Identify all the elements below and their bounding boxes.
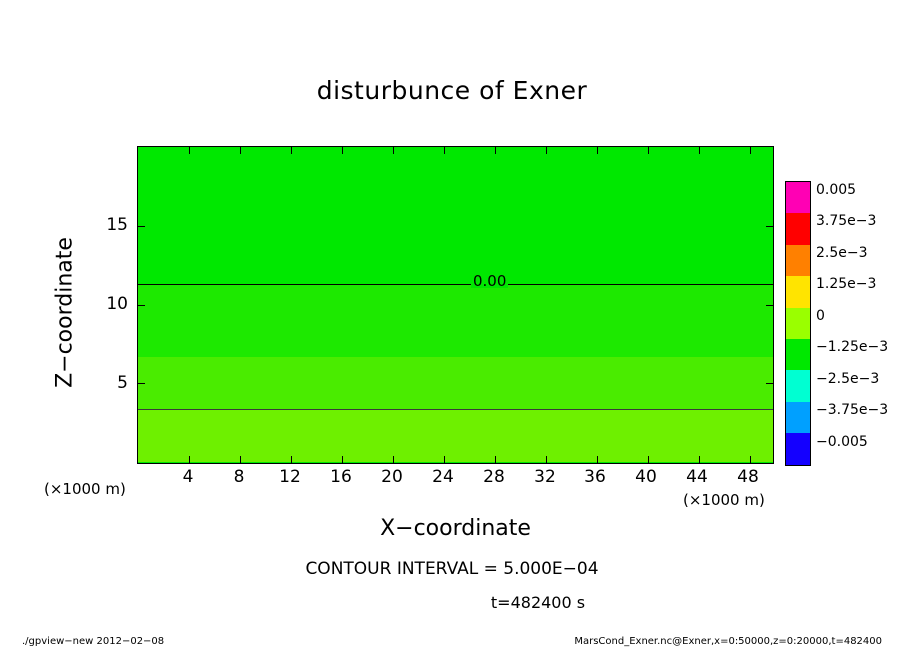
x-tick-top xyxy=(546,147,547,154)
x-tick-label: 48 xyxy=(737,467,759,487)
colorbar-tick-label: 2.5e−3 xyxy=(816,245,868,261)
x-tick-top xyxy=(648,147,649,154)
x-tick-top xyxy=(750,147,751,154)
y-tick-label: 5 xyxy=(117,373,128,393)
plot-area xyxy=(137,146,774,464)
y-tick-label: 10 xyxy=(106,294,128,314)
x-tick-bottom xyxy=(495,456,496,463)
x-tick-label: 8 xyxy=(233,467,245,487)
colorbar-tick-label: −1.25e−3 xyxy=(816,339,889,355)
colorbar xyxy=(785,181,811,466)
y-tick-left xyxy=(138,383,145,384)
x-tick-bottom xyxy=(291,456,292,463)
colorbar-cell xyxy=(786,245,810,276)
x-tick-label: 28 xyxy=(483,467,505,487)
y-tick-label: 15 xyxy=(106,215,128,235)
x-tick-top xyxy=(291,147,292,154)
contour-band xyxy=(138,357,773,409)
contour-label: 0.00 xyxy=(473,272,507,290)
y-tick-right xyxy=(766,383,773,384)
colorbar-tick-label: −3.75e−3 xyxy=(816,402,889,418)
y-axis-title: Z−coordinate xyxy=(52,237,78,388)
x-axis-title: X−coordinate xyxy=(380,516,531,541)
x-tick-top xyxy=(597,147,598,154)
x-tick-bottom xyxy=(240,456,241,463)
colorbar-tick-label: 1.25e−3 xyxy=(816,276,877,292)
x-tick-bottom xyxy=(342,456,343,463)
x-tick-label: 40 xyxy=(635,467,657,487)
colorbar-cell xyxy=(786,182,810,213)
x-tick-label: 24 xyxy=(432,467,454,487)
contour-line-0 xyxy=(138,284,773,285)
x-tick-top xyxy=(393,147,394,154)
footer-left: ./gpview−new 2012−02−08 xyxy=(22,636,165,647)
colorbar-tick-label: −0.005 xyxy=(816,434,868,450)
x-tick-label: 16 xyxy=(330,467,352,487)
x-tick-bottom xyxy=(444,456,445,463)
x-tick-top xyxy=(342,147,343,154)
x-tick-top xyxy=(699,147,700,154)
contour-interval-text: CONTOUR INTERVAL = 5.000E−04 xyxy=(305,559,599,579)
contour-band xyxy=(138,409,773,462)
colorbar-tick-label: −2.5e−3 xyxy=(816,371,880,387)
colorbar-cell xyxy=(786,276,810,307)
x-tick-label: 44 xyxy=(686,467,708,487)
colorbar-cell xyxy=(786,213,810,244)
contour-band xyxy=(138,284,773,357)
x-tick-label: 32 xyxy=(534,467,556,487)
x-tick-label: 20 xyxy=(381,467,403,487)
colorbar-cell xyxy=(786,433,810,464)
x-tick-bottom xyxy=(546,456,547,463)
colorbar-cell xyxy=(786,402,810,433)
page-title: disturbunce of Exner xyxy=(316,76,588,105)
y-tick-left xyxy=(138,305,145,306)
colorbar-tick-label: 0 xyxy=(816,308,825,324)
x-tick-top xyxy=(444,147,445,154)
x-tick-top xyxy=(240,147,241,154)
contour-band xyxy=(138,147,773,284)
x-tick-bottom xyxy=(699,456,700,463)
colorbar-cell xyxy=(786,339,810,370)
y-tick-right xyxy=(766,226,773,227)
x-tick-bottom xyxy=(189,456,190,463)
contour-line-1 xyxy=(138,409,773,410)
x-tick-bottom xyxy=(597,456,598,463)
colorbar-cell xyxy=(786,308,810,339)
x-tick-top xyxy=(189,147,190,154)
colorbar-tick-label: 0.005 xyxy=(816,182,857,198)
x-tick-bottom xyxy=(393,456,394,463)
colorbar-tick-label: 3.75e−3 xyxy=(816,213,877,229)
y-tick-left xyxy=(138,226,145,227)
colorbar-cell xyxy=(786,370,810,401)
x-tick-top xyxy=(495,147,496,154)
time-label: t=482400 s xyxy=(490,593,586,612)
x-tick-label: 36 xyxy=(584,467,606,487)
x-tick-label: 12 xyxy=(279,467,301,487)
x-tick-label: 4 xyxy=(182,467,194,487)
y-tick-right xyxy=(766,305,773,306)
x-tick-bottom xyxy=(648,456,649,463)
z-axis-units: (×1000 m) xyxy=(44,480,126,498)
x-axis-units: (×1000 m) xyxy=(683,491,765,509)
x-tick-bottom xyxy=(750,456,751,463)
footer-right: MarsCond_Exner.nc@Exner,x=0:50000,z=0:20000,t=482400 xyxy=(574,636,882,647)
